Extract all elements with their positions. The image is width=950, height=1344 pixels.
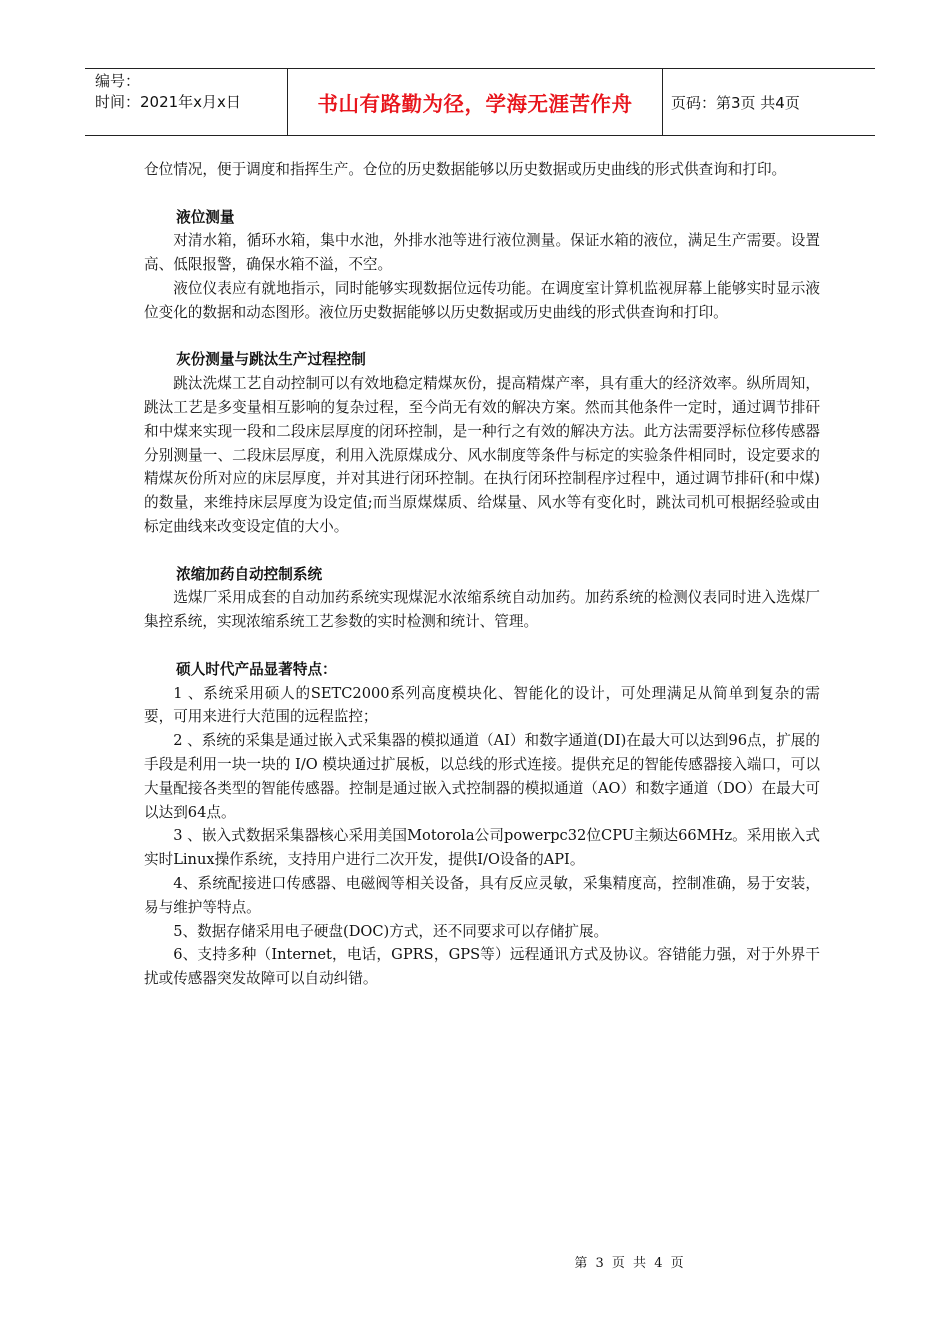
paragraph: 跳汰洗煤工艺自动控制可以有效地稳定精煤灰份，提高精煤产率，具有重大的经济效率。纵所周知，跳汰工艺是多变量相互影响的复杂过程，至今尚无有效的解决方案。然而其他条件一定时，通过调节排矸和中煤来实现一段和二段床层厚度的闭环控制，是一种行之有效的解决方法。此方法需要浮标位移传感器分别测量一、二段床层厚度，利用入洗原煤成分、风水制度等条件与标定的实验条件相同时，设定要求的精煤灰份所对应的床层厚度，并对其进行闭环控制。在执行闭环控制程序过程中，通过调节排矸(和中煤)的数量，来维持床层厚度为设定值;而当原煤煤质、给煤量、风水等有变化时，跳汰司机可根据经验或由标定曲线来改变设定值的大小。 <box>144 375 820 535</box>
feature-item: 6、支持多种（Internet，电话，GPRS，GPS等）远程通讯方式及协议。容错能力强，对于外界干扰或传感器突发故障可以自动纠错。 <box>144 946 820 988</box>
feature-item: 5、数据存储采用电子硬盘(DOC)方式，还不同要求可以存储扩展。 <box>173 922 609 940</box>
page-footer: 第 3 页 共 4 页 <box>574 1256 686 1271</box>
section-heading-product-features: 硕人时代产品显著特点： <box>176 660 337 678</box>
header-slogan: 书山有路勤为径，学海无涯苦作舟 <box>287 69 663 135</box>
section-heading-thickening-dosing: 浓缩加药自动控制系统 <box>176 565 323 583</box>
page-header <box>85 68 875 136</box>
header-time: 时间：2021年x月x日 <box>95 93 241 111</box>
paragraph: 对清水箱，循环水箱，集中水池，外排水池等进行液位测量。保证水箱的液位，满足生产需要。设置高、低限报警，确保水箱不溢，不空。 <box>144 232 820 274</box>
paragraph: 选煤厂采用成套的自动加药系统实现煤泥水浓缩系统自动加药。加药系统的检测仪表同时进入选煤厂集控系统，实现浓缩系统工艺参数的实时检测和统计、管理。 <box>144 589 820 631</box>
paragraph: 液位仪表应有就地指示，同时能够实现数据位远传功能。在调度室计算机监视屏幕上能够实时显示液位变化的数据和动态图形。液位历史数据能够以历史数据或历史曲线的形式供查询和打印。 <box>144 279 820 321</box>
header-meta <box>85 69 287 135</box>
section-heading-ash-jigging: 灰份测量与跳汰生产过程控制 <box>176 351 366 369</box>
header-page-number: 页码：第3页 共4页 <box>671 93 800 112</box>
feature-item: 3 、嵌入式数据采集器核心采用美国Motorola公司powerpc32位CPU主频达66MHz。采用嵌入式实时Linux操作系统，支持用户进行二次开发，提供I/O设备的API。 <box>144 827 820 869</box>
feature-item: 1 、系统采用硕人的SETC2000系列高度模块化、智能化的设计，可处理满足从简单到复杂的需要，可用来进行大范围的远程监控； <box>144 684 820 726</box>
paragraph: 仓位情况，便于调度和指挥生产。仓位的历史数据能够以历史数据或历史曲线的形式供查询和打印。 <box>144 161 787 178</box>
section-heading-level-measurement: 液位测量 <box>176 208 235 226</box>
document-body <box>144 158 820 991</box>
header-number: 编号： <box>95 72 141 90</box>
feature-item: 4、系统配接进口传感器、电磁阀等相关设备，具有反应灵敏，采集精度高，控制准确，易于安装，易与维护等特点。 <box>144 874 820 916</box>
feature-item: 2 、系统的采集是通过嵌入式采集器的模拟通道（AI）和数字通道(DI)在最大可以达到96点，扩展的手段是利用一块一块的 I/O 模块通过扩展板，以总线的形式连接。提供充足的智能传感器接入端口，可以大量配接各类型的智能传感器。控制是通过嵌入式控制器的模拟通道（AO）和数字通道（DO）在最大可以达到64点。 <box>144 732 820 821</box>
